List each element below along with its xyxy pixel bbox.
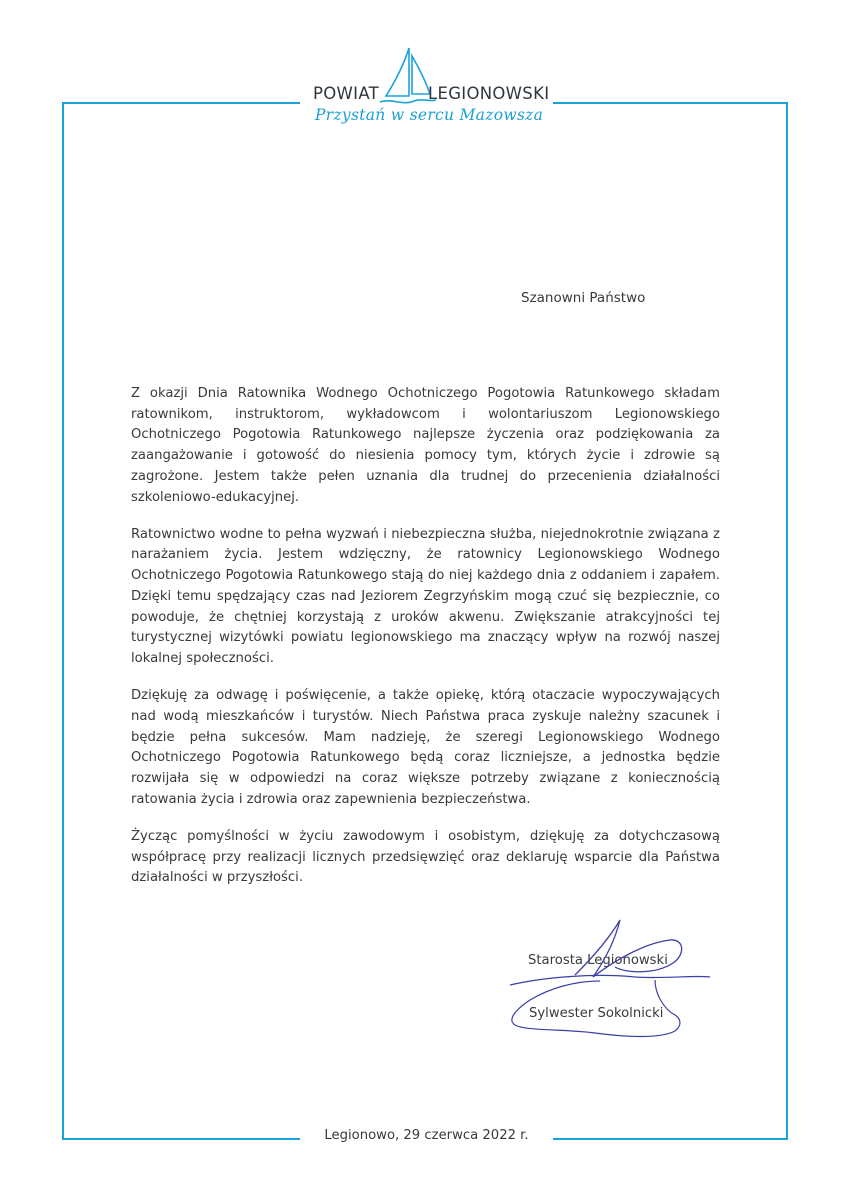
handwritten-signature: [505, 915, 720, 1050]
paragraph: Dziękuję za odwagę i poświęcenie, a także opiekę, którą otaczacie wypoczywających nad wodą mieszkańców i turystów. Niech Państwa praca zyskuje należny szacunek i będzie pełna sukcesów. Mam nadzieję, że szeregi Legionowskiego Wodnego Ochotniczego Pogotowia Ratunkowego będą coraz liczniejsze, a jednostka będzie rozwijała się w odpowiedzi na coraz większe potrzeby związane z koniecznością ratowania życia i zdrowia oraz zapewnienia bezpieczeństwa.: [131, 688, 720, 807]
paragraph: Życząc pomyślności w życiu zawodowym i osobistym, dziękuję za dotychczasową współpracę przy realizacji licznych przedsięwzięć oraz deklaruję wsparcie dla Państwa działalności w przyszłości.: [131, 828, 720, 886]
place-and-date: Legionowo, 29 czerwca 2022 r.: [324, 1128, 529, 1143]
frame-top-left-line: [62, 102, 300, 104]
signatory-name: Sylwester Sokolnicki: [529, 1006, 664, 1021]
salutation: Szanowni Państwo: [521, 290, 646, 306]
logo-word-legionowski: LEGIONOWSKI: [428, 84, 550, 103]
logo-word-powiat: POWIAT: [313, 84, 380, 103]
frame-top-right-line: [553, 102, 788, 104]
frame-left-line: [62, 102, 64, 1139]
paragraph: Z okazji Dnia Ratownika Wodnego Ochotniczego Pogotowia Ratunkowego składam ratownikom, instruktorom, wykładowcom i wolontariuszom Legionowskiego Ochotniczego Pogotowia Ratunkowego najlepsze życzenia oraz podziękowania za zaangażowanie i gotowość do niesienia pomocy tym, których życie i zdrowie są zagrożone. Jestem także pełen uznania dla trudnej do przecenienia działalności szkoleniowo-edukacyjnej.: [131, 386, 720, 505]
frame-bottom-left-line: [62, 1138, 300, 1140]
logo-tagline: Przystań w sercu Mazowsza: [315, 106, 544, 124]
signatory-title: Starosta Legionowski: [528, 953, 668, 968]
frame-bottom-right-line: [553, 1138, 788, 1140]
letter-body: [131, 384, 720, 905]
county-logo: [305, 44, 550, 144]
paragraph: Ratownictwo wodne to pełna wyzwań i niebezpieczna służba, niejednokrotnie związana z narażaniem życia. Jestem wdzięczny, że ratownicy Legionowskiego Wodnego Ochotniczego Pogotowia Ratunkowego stają do niej każdego dnia z oddaniem i zapałem. Dzięki temu spędzający czas nad Jeziorem Zegrzyńskim mogą czuć się bezpiecznie, co powoduje, że chętniej korzystają z uroków akwenu. Zwiększanie atrakcyjności tej turystycznej wizytówki powiatu legionowskiego ma znaczący wpływ na rozwój naszej lokalnej społeczności.: [131, 526, 720, 666]
frame-right-line: [786, 102, 788, 1139]
